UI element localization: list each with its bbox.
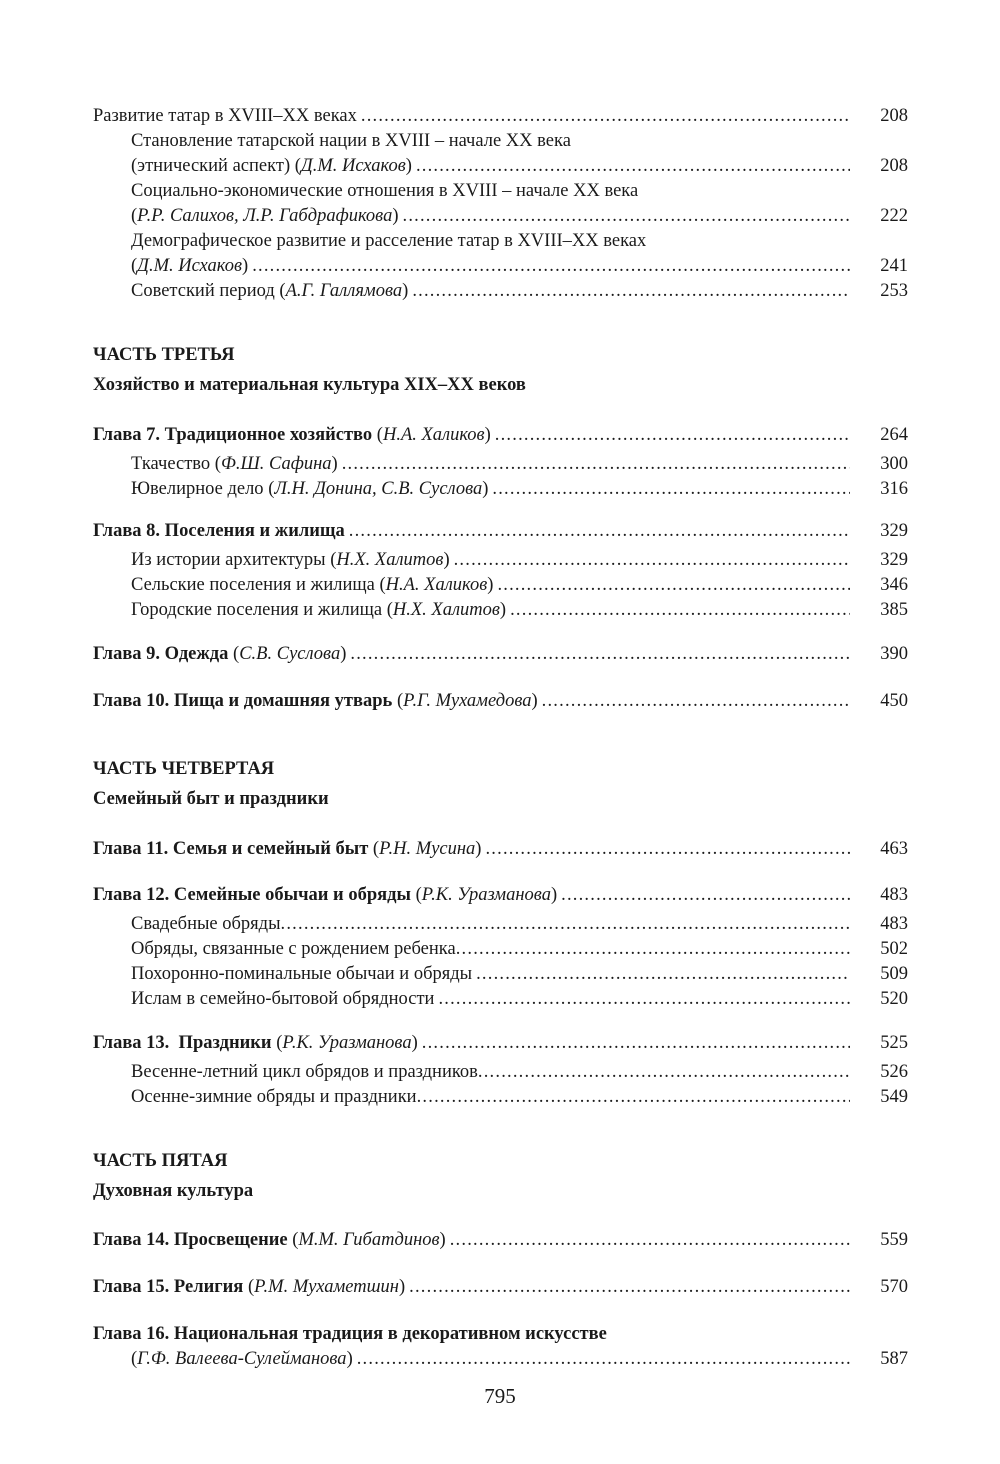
leader-dots (422, 1031, 850, 1056)
chapter-15 (93, 1275, 908, 1300)
toc-entry (93, 987, 908, 1012)
entry-page: 525 (880, 1033, 908, 1053)
toc-entry (93, 937, 908, 962)
toc-entry (93, 912, 908, 937)
chapter-title: Глава 9. Одежда (93, 644, 229, 664)
toc-entry: (Р.Р. Салихов, Л.Р. Габдрафикова) ..... 222 (93, 204, 908, 229)
entry-title: Ювелирное дело (131, 479, 264, 499)
entry-page: 549 (880, 1087, 908, 1107)
part-label: ЧАСТЬ ЧЕТВЕРТАЯ (93, 759, 275, 779)
toc-entry: Глава 7. Традиционное хозяйство (Н.А. Халиков) ..... 264 (93, 423, 908, 448)
entry-title: Ткачество (131, 454, 211, 474)
toc-entry: Глава 12. Семейные обычаи и обряды (Р.К. Уразманова) ..... 483 (93, 883, 908, 908)
entry-title: Свадебные обряды (131, 914, 281, 934)
entry-title: Похоронно-поминальные обычаи и обряды (131, 964, 473, 984)
part-label: ЧАСТЬ ТРЕТЬЯ (93, 345, 235, 365)
leader-dots (495, 423, 850, 448)
toc-entry: Глава 14. Просвещение (М.М. Гибатдинов) ..... 559 (93, 1228, 908, 1253)
entry-page: 463 (880, 839, 908, 859)
leader-dots (492, 477, 850, 502)
entry-page: 264 (880, 425, 908, 445)
chapter-title: Глава 10. Пища и домашняя утварь (93, 691, 393, 711)
entry-title: (этнический аспект) (131, 156, 291, 176)
leader-dots (412, 279, 850, 304)
toc-entry: Ювелирное дело (Л.Н. Донина, С.В. Суслова) ..... 316 (93, 477, 908, 502)
entry-author: Р.М. Мухаметшин (254, 1277, 399, 1297)
entry-author: Н.А. Халиков (382, 425, 485, 445)
entry-page: 587 (880, 1349, 908, 1369)
entry-page: 346 (880, 575, 908, 595)
toc-entry: Из истории архитектуры (Н.Х. Халитов) ..... 329 (93, 548, 908, 573)
leader-dots (456, 937, 850, 962)
entry-title: Ислам в семейно-бытовой обрядности (131, 989, 435, 1009)
toc-entry (93, 104, 908, 129)
entry-page: 222 (880, 206, 908, 226)
chapter-title: Глава 11. Семья и семейный быт (93, 839, 369, 859)
leader-dots (357, 1347, 850, 1372)
entry-page: 316 (880, 479, 908, 499)
chapter-16 (93, 1322, 908, 1372)
leader-dots (350, 642, 850, 667)
entry-page: 208 (880, 156, 908, 176)
entry-title-line: Социально-экономические отношения в XVIII – начале XX века (131, 181, 639, 201)
entry-author: А.Г. Галлямова (285, 281, 403, 301)
toc-entry: Глава 15. Религия (Р.М. Мухаметшин) ..... 570 (93, 1275, 908, 1300)
entry-page: 329 (880, 521, 908, 541)
part-subtitle: Духовная культура (93, 1181, 254, 1201)
part-subtitle: Хозяйство и материальная культура XIX–XX веков (93, 375, 526, 395)
chapter-title: Глава 7. Традиционное хозяйство (93, 425, 373, 445)
leader-dots (450, 1228, 850, 1253)
entry-page: 208 (880, 106, 908, 126)
toc-entry: Сельские поселения и жилища (Н.А. Халиков) ..... 346 (93, 573, 908, 598)
entry-author: Н.Х. Халитов (392, 600, 500, 620)
leader-dots (342, 452, 850, 477)
entry-page: 241 (880, 256, 908, 276)
chapter-title: Глава 14. Просвещение (93, 1230, 288, 1250)
chapter-11 (93, 837, 908, 862)
toc-entry: (Г.Ф. Валеева-Сулейманова) ..... 587 (93, 1347, 908, 1372)
entry-author: Ф.Ш. Сафина (220, 454, 332, 474)
toc-entry (93, 962, 908, 987)
entry-author: Н.Х. Халитов (336, 550, 444, 570)
chapter-7 (93, 423, 908, 502)
entry-author: Д.М. Исхаков (137, 256, 243, 276)
chapter-title: Глава 8. Поселения и жилища (93, 521, 345, 541)
leader-dots (497, 573, 850, 598)
leader-dots (281, 912, 850, 937)
entry-page: 570 (880, 1277, 908, 1297)
entry-author: Р.Г. Мухамедова (403, 691, 532, 711)
leader-dots (409, 1275, 850, 1300)
entry-author: Г.Ф. Валеева-Сулейманова (137, 1349, 347, 1369)
leader-dots (361, 104, 850, 129)
entry-page: 390 (880, 644, 908, 664)
entry-author: Р.К. Уразманова (421, 885, 551, 905)
part-subtitle: Семейный быт и праздники (93, 789, 329, 809)
entry-page: 253 (880, 281, 908, 301)
toc-section-top (93, 104, 908, 304)
entry-title: Советский период (131, 281, 275, 301)
chapter-title: Глава 16. Национальная традиция в декоративном искусстве (93, 1324, 607, 1344)
leader-dots (485, 837, 850, 862)
entry-page: 509 (880, 964, 908, 984)
chapter-14 (93, 1228, 908, 1253)
entry-title: Обряды, связанные с рождением ребенка (131, 939, 456, 959)
chapter-title: Глава 12. Семейные обычаи и обряды (93, 885, 411, 905)
leader-dots (510, 598, 850, 623)
chapter-8 (93, 519, 908, 623)
toc-entry: (этнический аспект) (Д.М. Исхаков) ..... 208 (93, 154, 908, 179)
toc-entry: (Д.М. Исхаков) ..... 241 (93, 254, 908, 279)
leader-dots (561, 883, 850, 908)
entry-title-line: Становление татарской нации в XVIII – начале XX века (131, 131, 571, 151)
leader-dots (478, 1060, 850, 1085)
toc-entry: Глава 9. Одежда (С.В. Суслова) ..... 390 (93, 642, 908, 667)
toc-entry: Ткачество (Ф.Ш. Сафина) ..... 300 (93, 452, 908, 477)
chapter-9 (93, 642, 908, 667)
entry-page: 559 (880, 1230, 908, 1250)
entry-author: С.В. Суслова (239, 644, 341, 664)
entry-page: 329 (880, 550, 908, 570)
entry-author: Р.Н. Мусина (379, 839, 476, 859)
entry-author: Л.Н. Донина, С.В. Суслова (274, 479, 483, 499)
toc-entry (93, 1085, 908, 1110)
entry-author: Р.Р. Салихов, Л.Р. Габдрафикова (137, 206, 393, 226)
leader-dots (417, 1085, 850, 1110)
leader-dots (542, 689, 850, 714)
entry-title: Осенне-зимние обряды и праздники (131, 1087, 417, 1107)
leader-dots (403, 204, 851, 229)
chapter-12 (93, 883, 908, 1012)
entry-title: Развитие татар в XVIII–XX веках (93, 106, 357, 126)
chapter-10 (93, 689, 908, 714)
leader-dots (252, 254, 850, 279)
toc-entry: Глава 11. Семья и семейный быт (Р.Н. Мусина) ..... 463 (93, 837, 908, 862)
entry-page: 385 (880, 600, 908, 620)
entry-page: 526 (880, 1062, 908, 1082)
toc-entry (93, 519, 908, 544)
toc-entry: Глава 10. Пища и домашняя утварь (Р.Г. Мухамедова) ..... 450 (93, 689, 908, 714)
leader-dots (476, 962, 850, 987)
entry-page: 483 (880, 885, 908, 905)
entry-page: 450 (880, 691, 908, 711)
entry-author: Н.А. Халиков (385, 575, 488, 595)
entry-title: Из истории архитектуры (131, 550, 326, 570)
entry-title: Весенне-летний цикл обрядов и праздников (131, 1062, 478, 1082)
entry-page: 483 (880, 914, 908, 934)
toc-entry (93, 1060, 908, 1085)
entry-page: 300 (880, 454, 908, 474)
chapter-13 (93, 1031, 908, 1110)
page-number: 795 (484, 1384, 516, 1408)
entry-author: М.М. Гибатдинов (298, 1230, 440, 1250)
part-label: ЧАСТЬ ПЯТАЯ (93, 1151, 228, 1171)
entry-author: Д.М. Исхаков (300, 156, 406, 176)
leader-dots (349, 519, 850, 544)
toc-entry: Городские поселения и жилища (Н.Х. Халитов) ..... 385 (93, 598, 908, 623)
entry-page: 520 (880, 989, 908, 1009)
entry-title: Городские поселения и жилища (131, 600, 383, 620)
toc-entry: Глава 13. Праздники (Р.К. Уразманова) ..... 525 (93, 1031, 908, 1056)
leader-dots (438, 987, 850, 1012)
chapter-title: Глава 15. Религия (93, 1277, 244, 1297)
toc-entry: Советский период (А.Г. Галлямова) ..... 253 (93, 279, 908, 304)
entry-page: 502 (880, 939, 908, 959)
leader-dots (416, 154, 850, 179)
entry-author: Р.К. Уразманова (282, 1033, 412, 1053)
entry-title-line: Демографическое развитие и расселение татар в XVIII–XX веках (131, 231, 647, 251)
leader-dots (454, 548, 850, 573)
entry-title: Сельские поселения и жилища (131, 575, 375, 595)
chapter-title: Глава 13. Праздники (93, 1033, 272, 1053)
